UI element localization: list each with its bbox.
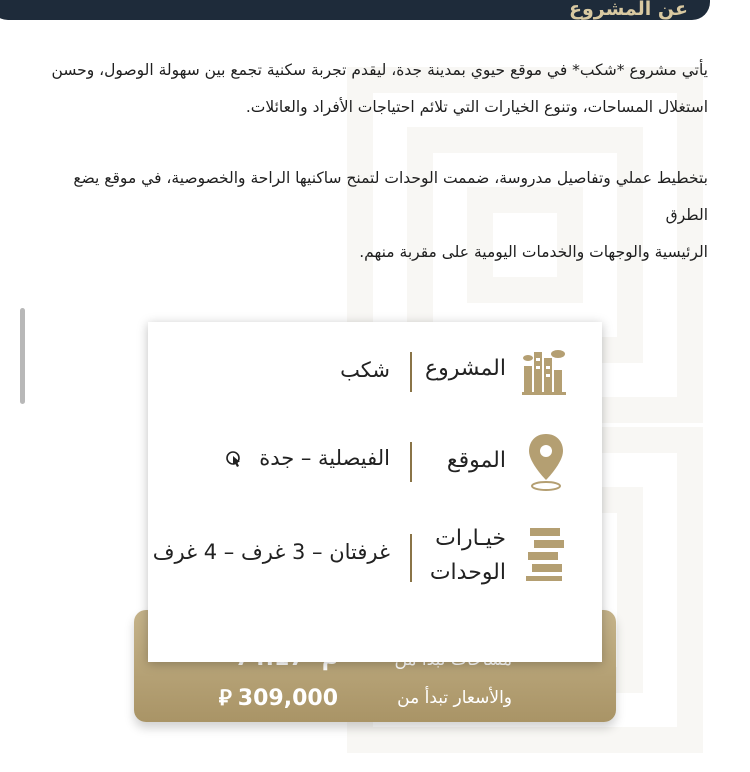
units-value: غرفتان – 3 غرف – 4 غرف — [152, 540, 390, 564]
buildings-icon — [522, 344, 566, 396]
price-value: ⃁ 309,000 — [218, 686, 338, 711]
divider — [410, 352, 412, 392]
location-pin-icon — [526, 432, 566, 492]
details-paragraph: بتخطيط عملي وتفاصيل مدروسة، ضممت الوحدات لتمنح ساكنيها الراحة والخصوصية، في موقع يضع الطرق الرئيسية والوجهات والخدمات اليومية على مقربة منهم. — [73, 169, 708, 261]
tap-icon[interactable] — [225, 450, 243, 468]
location-value: الفيصلية – جدة — [225, 446, 391, 470]
units-row — [148, 520, 602, 590]
units-label: خيـارات الوحدات — [429, 526, 506, 585]
divider — [410, 442, 412, 482]
location-label: الموقع — [446, 448, 506, 473]
section-header-tab — [0, 0, 710, 20]
project-value: شكب — [340, 358, 390, 382]
section-title: عن المشروع — [568, 0, 688, 20]
intro-paragraph: يأتي مشروع *شكب* في موقع حيوي بمدينة جدة، ليقدم تجربة سكنية تجمع بين سهولة الوصول، وحسن استغلال المساحات، وتنوع الخيارات التي تلائم احتياجات الأفراد والعائلات. — [51, 61, 708, 116]
project-info-card — [148, 322, 602, 662]
scrollbar[interactable] — [20, 308, 25, 404]
divider — [410, 534, 412, 582]
location-row — [148, 430, 602, 494]
price-label: والأسعار تبدأ من — [397, 688, 512, 708]
riyal-currency-icon: ⃁ — [218, 686, 232, 711]
project-label: المشروع — [424, 356, 506, 381]
project-row — [148, 342, 602, 402]
stacked-units-icon — [526, 526, 566, 582]
